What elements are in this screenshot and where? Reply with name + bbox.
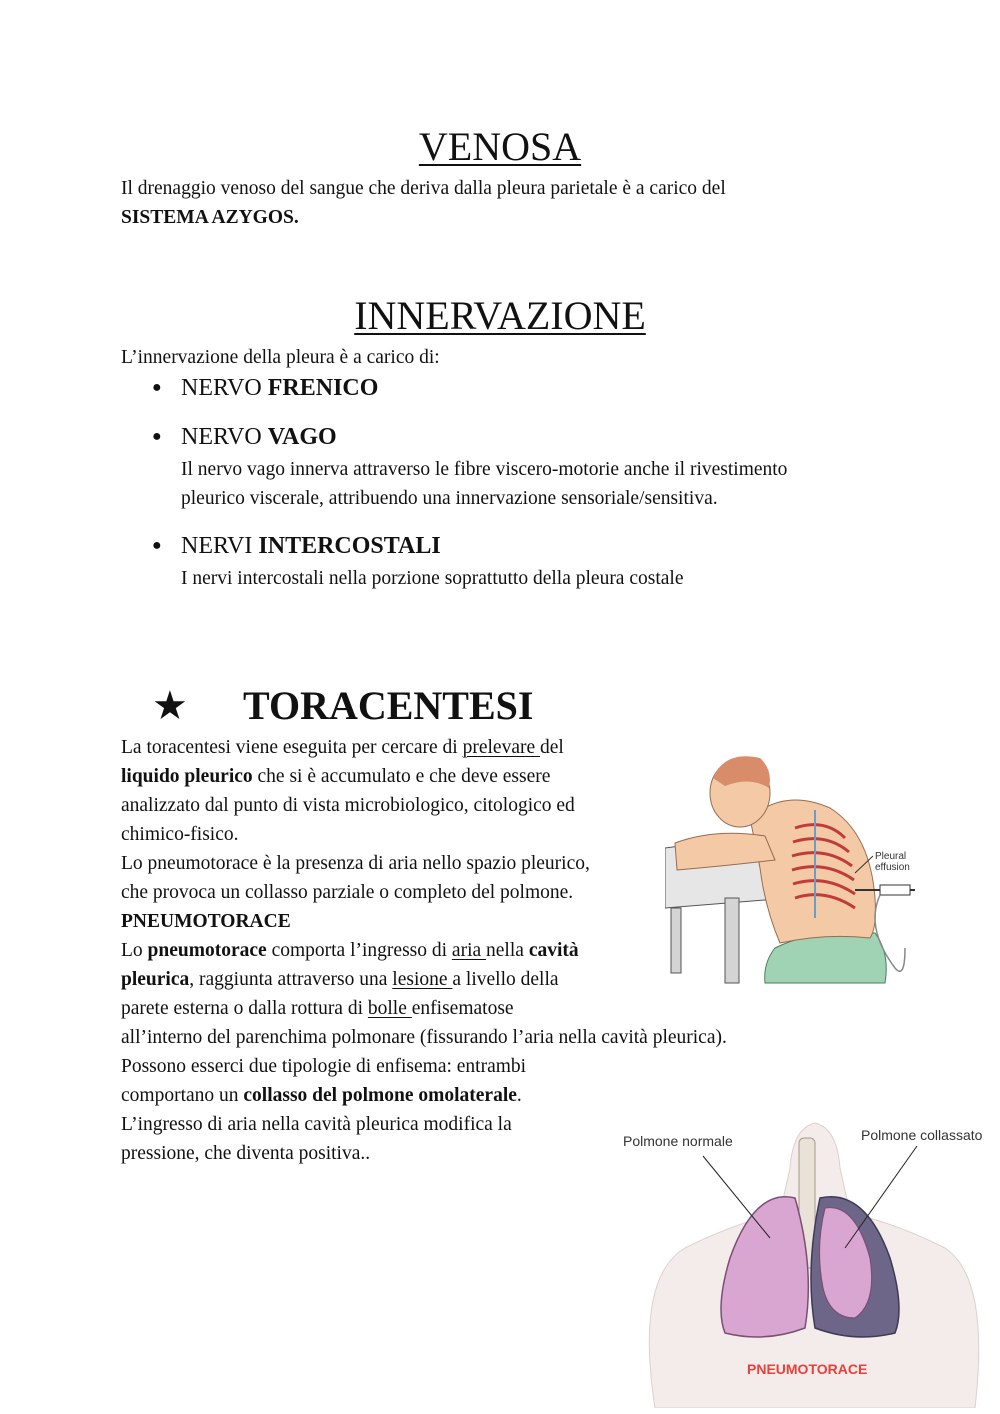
pneumotorace-subheading: PNEUMOTORACE [121,911,291,932]
nervo-vago-description: Il nervo vago innerva attraverso le fibre viscero-motorie anche il rivestimento pleurico viscerale, attribuendo una innervazione sensoriale/sensitiva. [181,459,788,509]
pneumothorax-illustration [615,1108,1000,1408]
nervi-intercostali-description: I nervi intercostali nella porzione soprattutto della pleura costale [181,568,684,589]
pneumotorace-caption: PNEUMOTORACE [747,1361,868,1377]
thoracentesis-illustration [665,748,920,986]
innervazione-intro: L’innervazione della pleura è a carico di: [121,347,440,368]
bullet-icon: ● [152,537,162,554]
label-polmone-normale: Polmone normale [623,1133,733,1149]
document-page: VENOSA Il drenaggio venoso del sangue che deriva dalla pleura parietale è a carico del SISTEMA AZYGOS. INNERVAZIONE L’innervazione della pleura è a carico di: ● NERVO FRENICO ● NERVO VAGO Il nervo vago innerva attraverso le fibre viscero-motorie anche il rivestimento pleurico viscerale, attribuendo una innervazione sensoriale/sensitiva. ● NERVI INTERCOSTALI I nervi intercostali nella porzione soprattutto della pleura costale ★ TORACENTESI La toracentesi viene eseguita per cercare di prelevare del liquido pleurico che si è accumulato e che deve essere analizzato dal punto di vista microbiologico, citologico ed chimico-fisico. Lo pneumotorace è la presenza di aria nello spazio pleurico, che provoca un collasso parziale o completo del polmone. PNEUMOTORACE Lo pneumotorace comporta l’ingresso di aria nella cavità pleurica, raggiunta attraverso una lesione a livello della parete esterna o dalla rottura di bolle enfisematose all’interno del parenchima polmonare (fissurando l’aria nella cavità pleurica). Possono esserci due tipologie di enfisema: entrambi comportano un collasso del polmone omolaterale. L’ingresso di aria nella cavità pleurica modifica la pressione, che diventa positiva.. Pleural effusion Polmone normale Polmone collassato PNEUMOTORACE [0,0,1000,1414]
bullet-icon: ● [152,428,162,445]
label-polmone-collassato: Polmone collassato [861,1127,983,1143]
star-icon: ★ [152,683,188,728]
section-heading-innervazione: INNERVAZIONE [354,293,646,338]
pleural-label-line-2: effusion [875,862,910,873]
section-heading-venosa: VENOSA [418,124,582,169]
venosa-paragraph: Il drenaggio venoso del sangue che deriva dalla pleura parietale è a carico del SISTEMA AZYGOS. [121,178,726,228]
pleural-label-line-1: Pleural [875,851,907,862]
toracentesi-paragraph: La toracentesi viene eseguita per cercare di prelevare del liquido pleurico che si è accumulato e che deve essere analizzato dal punto di vista microbiologico, citologico ed chimico-fisico. Lo pneumotorace è la presenza di aria nello spazio pleurico, che provoca un collasso parziale o completo del polmone. PNEUMOTORACE Lo pneumotorace comporta l’ingresso di aria nella cavità pleurica, raggiunta attraverso una lesione a livello della parete esterna o dalla rottura di bolle enfisematose all’interno del parenchima polmonare (fissurando l’aria nella cavità pleurica). Possono esserci due tipologie di enfisema: entrambi comportano un collasso del polmone omolaterale. L’ingresso di aria nella cavità pleurica modifica la pressione, che diventa positiva.. [121,737,727,1164]
bullet-icon: ● [152,379,162,396]
